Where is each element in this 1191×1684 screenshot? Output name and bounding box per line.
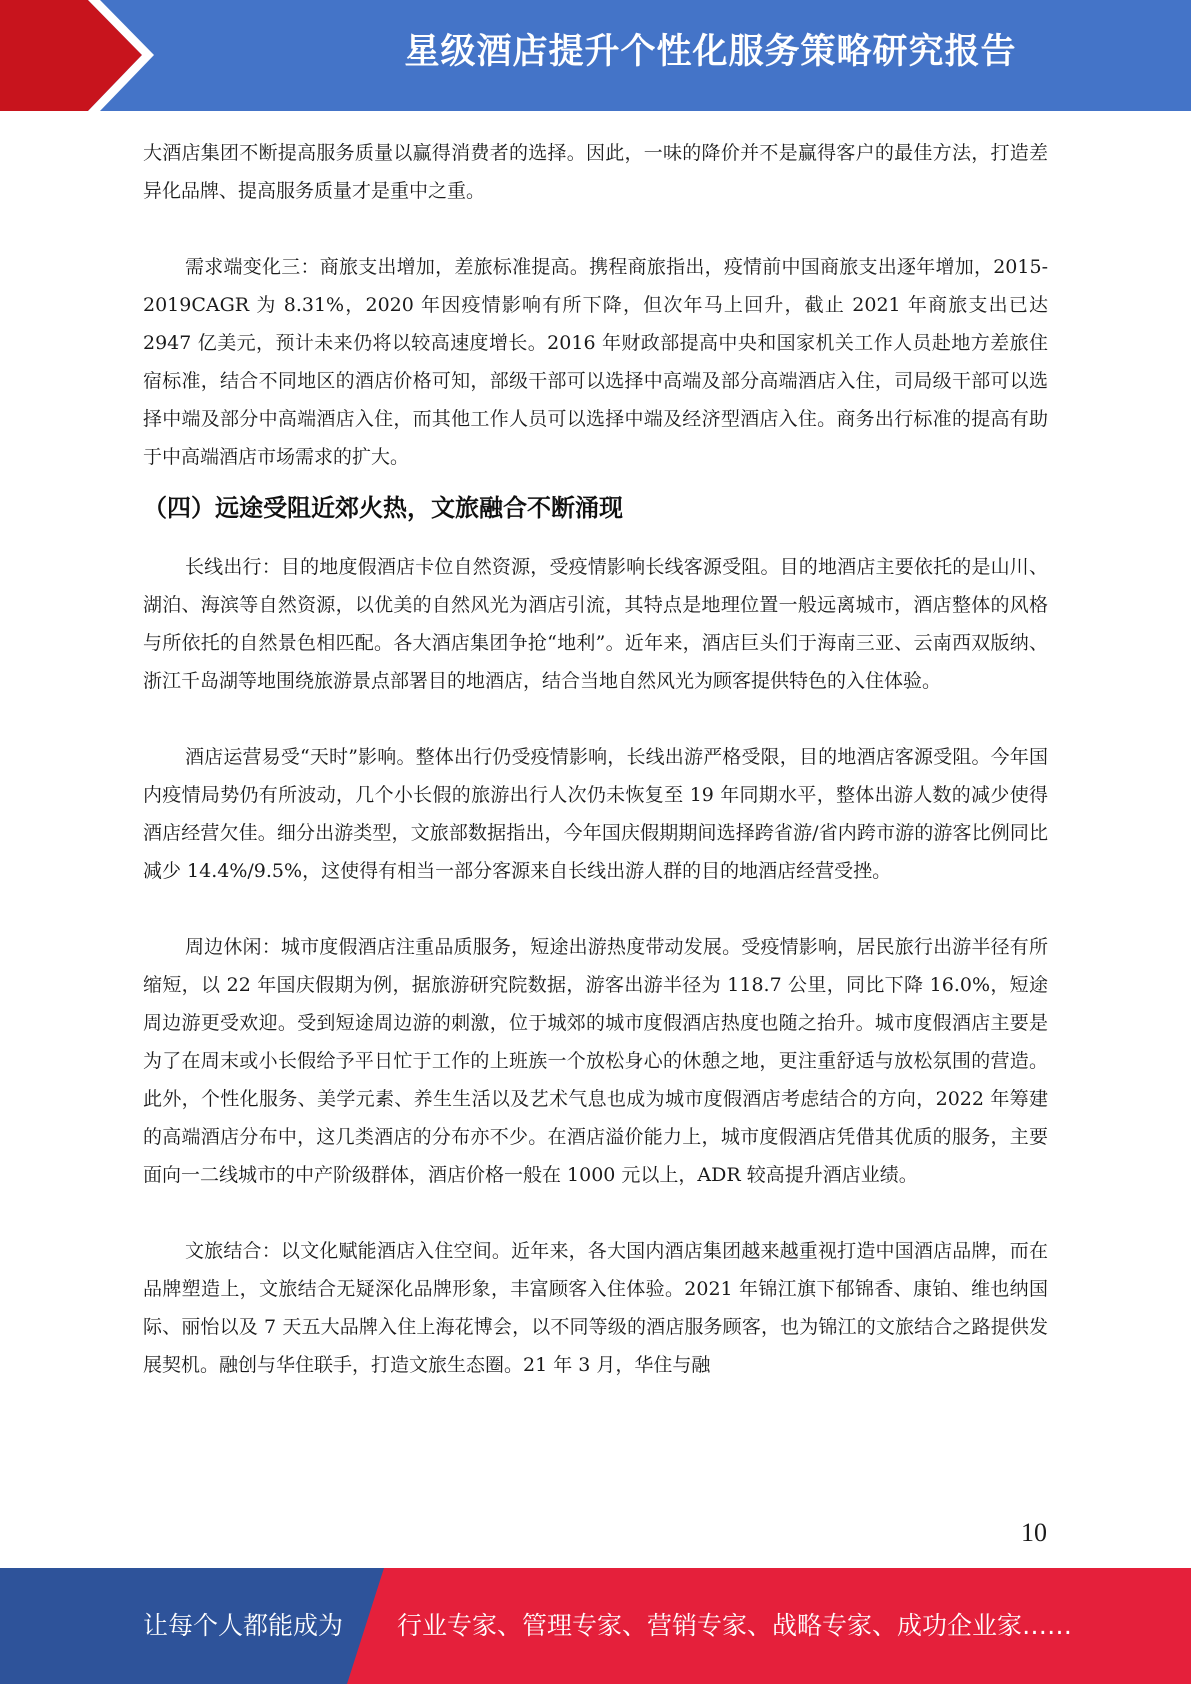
paragraph-city-leisure: 周边休闲：城市度假酒店注重品质服务，短途出游热度带动发展。受疫情影响，居民旅行出游半径有所缩短，以 22 年国庆假期为例，据旅游研究院数据，游客出游半径为 118.7 公里，同比下降 16.0%，短途周边游更受欢迎。受到短途周边游的刺激，位于城郊的城市度假酒店热度也随之抬升。城市度假酒店主要是为了在周末或小长假给予平日忙于工作的上班族一个放松身心的休憩之地，更注重舒适与放松氛围的营造。此外，个性化服务、美学元素、养生生活以及艺术气息也成为城市度假酒店考虑结合的方向，2022 年筹建的高端酒店分布中，这几类酒店的分布亦不少。在酒店溢价能力上，城市度假酒店凭借其优质的服务，主要面向一二线城市的中产阶级群体，酒店价格一般在 1000 元以上，ADR 较高提升酒店业绩。 <box>143 936 1048 1186</box>
paragraph-service-quality: 大酒店集团不断提高服务质量以赢得消费者的选择。因此，一味的降价并不是赢得客户的最佳方法，打造差异化品牌、提高服务质量才是重中之重。 <box>143 142 1048 202</box>
page-number: 10 <box>1021 1518 1047 1547</box>
header-arrow-red <box>0 0 142 111</box>
paragraph-business-travel: 需求端变化三：商旅支出增加，差旅标准提高。携程商旅指出，疫情前中国商旅支出逐年增加，2015-2019CAGR 为 8.31%，2020 年因疫情影响有所下降，但次年马上回升，截止 2021 年商旅支出已达 2947 亿美元，预计未来仍将以较高速度增长。2016 年财政部提高中央和国家机关工作人员赴地方差旅住宿标准，结合不同地区的酒店价格可知，部级干部可以选择中高端及部分高端酒店入住，司局级干部可以选择中端及部分中高端酒店入住，而其他工作人员可以选择中端及经济型酒店入住。商务出行标准的提高有助于中高端酒店市场需求的扩大。 <box>143 256 1048 468</box>
paragraph-culture-tourism: 文旅结合：以文化赋能酒店入住空间。近年来，各大国内酒店集团越来越重视打造中国酒店品牌，而在品牌塑造上，文旅结合无疑深化品牌形象，丰富顾客入住体验。2021 年锦江旗下郁锦香、康铂、维也纳国际、丽怡以及 7 天五大品牌入住上海花博会，以不同等级的酒店服务顾客，也为锦江的文旅结合之路提供发展契机。融创与华住联手，打造文旅生态圈。21 年 3 月，华住与融 <box>143 1240 1048 1376</box>
header-arrow-decoration <box>0 0 300 111</box>
section-heading: （四）远途受阻近郊火热，文旅融合不断涌现 <box>143 494 623 522</box>
paragraph-long-distance-travel: 长线出行：目的地度假酒店卡位自然资源，受疫情影响长线客源受阻。目的地酒店主要依托的是山川、湖泊、海滨等自然资源，以优美的自然风光为酒店引流，其特点是地理位置一般远离城市，酒店整体的风格与所依托的自然景色相匹配。各大酒店集团争抢“地利”。近年来，酒店巨头们于海南三亚、云南西双版纳、浙江千岛湖等地围绕旅游景点部署目的地酒店，结合当地自然风光为顾客提供特色的入住体验。 <box>143 556 1048 692</box>
footer-slogan-right: 行业专家、管理专家、营销专家、战略专家、成功企业家…… <box>397 1611 1073 1640</box>
page-footer <box>0 1568 1191 1684</box>
page-header <box>0 0 1191 111</box>
report-title: 星级酒店提升个性化服务策略研究报告 <box>404 32 1017 72</box>
footer-slogan-left: 让每个人都能成为 <box>143 1611 344 1640</box>
paragraph-hotel-operations: 酒店运营易受“天时”影响。整体出行仍受疫情影响，长线出游严格受限，目的地酒店客源受阻。今年国内疫情局势仍有所波动，几个小长假的旅游出行人次仍未恢复至 19 年同期水平，整体出游人数的减少使得酒店经营欠佳。细分出游类型，文旅部数据指出，今年国庆假期期间选择跨省游/省内跨市游的游客比例同比减少 14.4%/9.5%，这使得有相当一部分客源来自长线出游人群的目的地酒店经营受挫。 <box>143 746 1048 882</box>
page-body <box>143 134 1048 1384</box>
